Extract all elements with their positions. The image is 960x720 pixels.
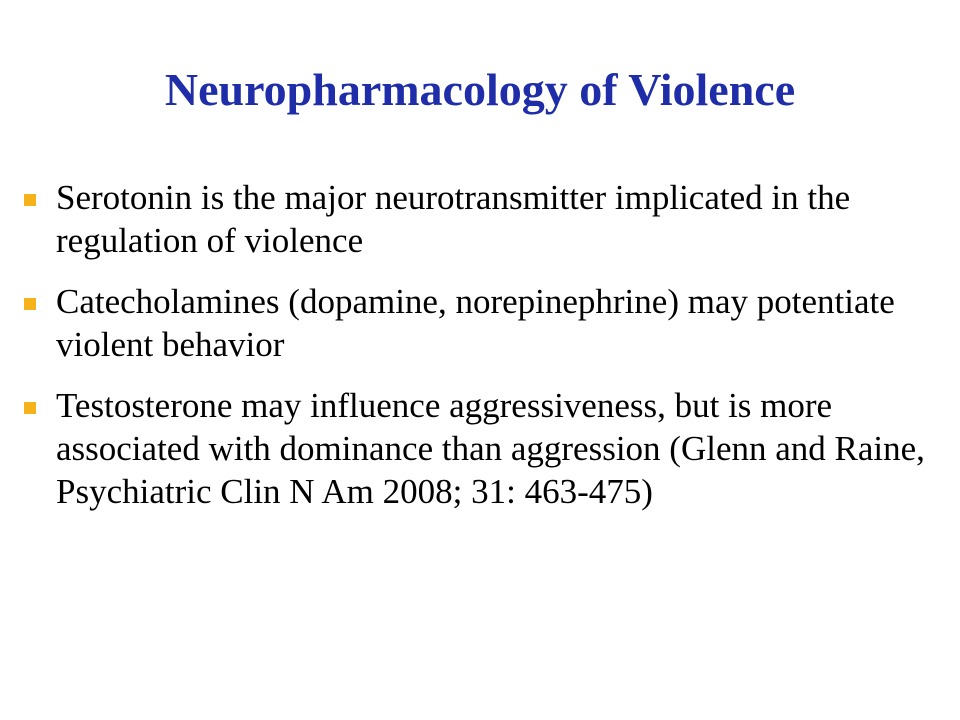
bullet-item xyxy=(22,384,942,513)
bullet-item xyxy=(22,176,942,262)
bullet-item xyxy=(22,280,942,366)
square-bullet-icon xyxy=(24,194,36,206)
bullet-text: Serotonin is the major neurotransmitter implicated in the regulation of violence xyxy=(56,178,851,260)
square-bullet-icon xyxy=(24,298,36,310)
square-bullet-icon xyxy=(24,402,36,414)
bullet-text: Testosterone may influence aggressiveness, but is more associated with dominance than aggression (Glenn and Raine, Psychiatric Clin N Am 2008; 31: 463-475) xyxy=(56,386,925,511)
bullet-text: Catecholamines (dopamine, norepinephrine) may potentiate violent behavior xyxy=(56,282,895,364)
bullet-list xyxy=(22,176,942,531)
slide-title: Neuropharmacology of Violence xyxy=(164,64,796,115)
